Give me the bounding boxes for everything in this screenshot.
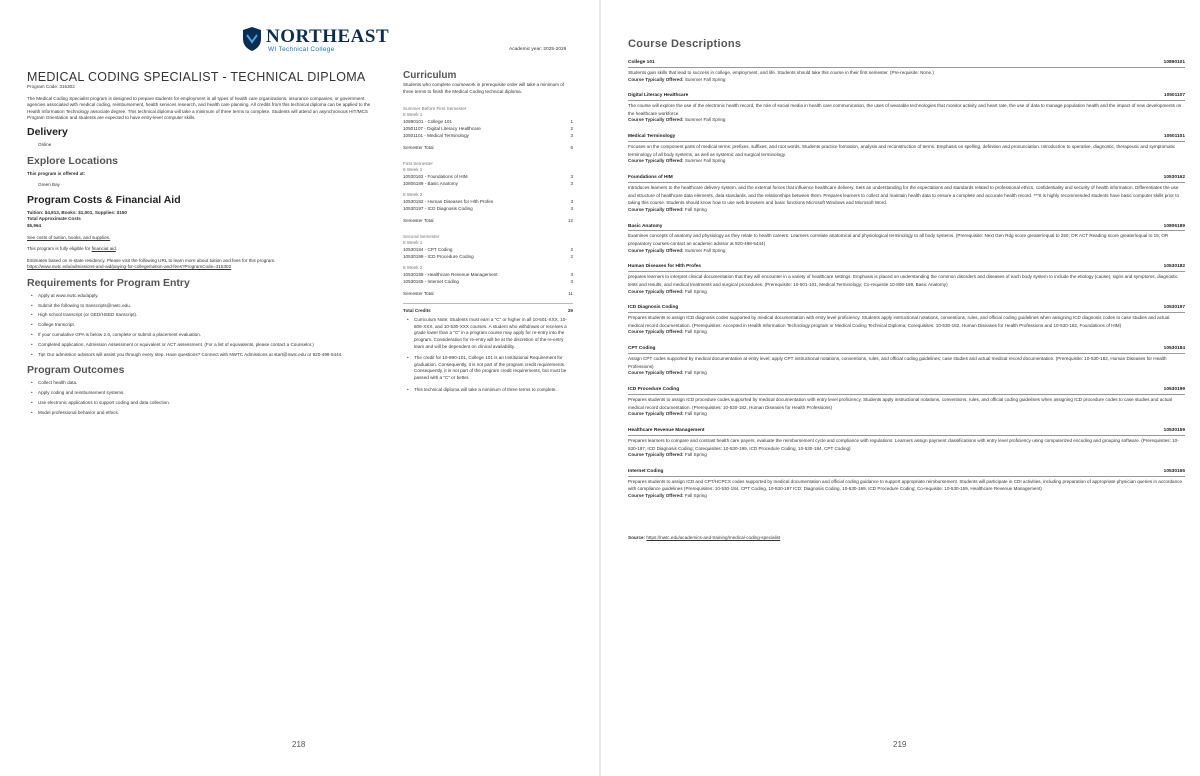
program-code: Program Code: 315302 <box>27 84 75 89</box>
offered-label: Course Typically Offered: <box>628 76 684 82</box>
list-item: • High school transcript (or GED/HSED transcript). <box>27 312 379 319</box>
course-header <box>628 60 1185 68</box>
term-name: First Semester <box>403 161 433 167</box>
tuition-line: Tuition: $4,813, Books: $1,001, Supplies: $150 <box>27 209 127 215</box>
list-item: • Model professional behavior and ethics. <box>27 410 379 417</box>
requirements-heading: Requirements for Program Entry <box>27 276 190 289</box>
list-item: • Submit the following to transcripts@nwtc.edu. <box>27 303 379 310</box>
course-number: 10530184 <box>1163 346 1185 352</box>
course-header <box>628 346 1185 354</box>
total-costs-value: $5,964 <box>27 222 42 228</box>
program-intro: The Medical Coding Specialist program is designed to prepare students for employment in all types of health care organizations, insurance companies, or government agencies associated with medical coding, reimbursement, health services research, and health care planning. All credits from this technical diploma can be applied to the Health Information Technology associate degree. This technical diploma will take a minimum of three terms to complete. Students will attend an asynchronous HIT/MCS Program Orientation and students are expected to have entry-level computer skills. <box>27 95 371 121</box>
page-number: 218 <box>292 740 306 749</box>
course-credits: 3 <box>570 174 573 180</box>
financial-aid-link[interactable]: financial aid <box>91 246 116 252</box>
course-credits: 3 <box>570 279 573 285</box>
aid-suffix: . <box>115 246 118 252</box>
course-title: Digital Literacy Healthcare <box>628 93 689 99</box>
course-row <box>403 278 573 285</box>
list-item: • This technical diploma will take a minimum of three terms to complete. <box>403 387 573 394</box>
course-entry <box>628 346 1185 377</box>
offered-value: Summer Fall Spring <box>684 117 726 123</box>
academic-year: Academic year: 2025-2026 <box>509 47 567 52</box>
offered-label: Course Typically Offered: <box>628 288 684 294</box>
course-title: 10530197 - ICD Diagnosis Coding <box>403 206 473 212</box>
course-title: 10806189 - Basic Anatomy <box>403 181 458 187</box>
course-credits: 3 <box>570 206 573 212</box>
offered-value: Fall Spring <box>684 452 707 458</box>
location-value: Green Bay <box>38 182 60 188</box>
course-credits: 3 <box>570 133 573 139</box>
course-row <box>403 205 573 212</box>
course-credits: 3 <box>570 272 573 278</box>
list-item: • Completed application, Admission Assessment or equivalent or ACT assessment. (For a list of equivalents, please contact a Counselor.) <box>27 342 379 349</box>
total-credits-label: Total Credits <box>403 308 431 314</box>
course-title: 10530182 - Human Diseases for Hlth Profes <box>403 199 494 205</box>
list-item: • Tip! Our admission advisors will assist you through every step. Have questions? Connect with NWTC Admissions at start@nwtc.edu or 920-498-5444. <box>27 352 379 359</box>
course-offered <box>628 207 1185 214</box>
program-column <box>27 70 379 419</box>
course-credits: 1 <box>570 119 573 125</box>
course-title: 10530159 - Healthcare Revenue Management <box>403 272 498 278</box>
offered-value: Fall Spring <box>684 329 707 335</box>
semester-total-value: 11 <box>568 291 573 297</box>
course-entry <box>628 387 1185 418</box>
right-page <box>601 0 1200 776</box>
college-logo <box>242 26 390 56</box>
estimates-url[interactable]: https://www.nwtc.edu/admissions-and-aid/paying-for-college/tuition-and-fees?ProgramCode=315302 <box>27 264 232 270</box>
logo-subtitle: WI Technical College <box>268 46 335 53</box>
course-description: Prepares learners to compare and contrast health care payers, evaluate the reimbursement cycle and compliance with regulations. Learners assign payment classifications with entry level proficiency using computerized encoding and grouping software. (Prerequisites: 10-530-197, ICD Diagnosis Coding; Corequisites: 10-530-199, ICD Procedure Coding, 10-530-184, CPT Coding) <box>628 437 1179 451</box>
offered-value: Fall Spring <box>684 206 707 212</box>
course-number: 10530182 <box>1163 264 1185 270</box>
source-link[interactable]: https://nwtc.edu/academics-and-training/medical-coding-specialist <box>646 535 781 540</box>
curriculum-intro: Students who complete coursework in prerequisite order will take a minimum of three terms to finish the Medical Coding technical diploma. <box>403 82 565 94</box>
course-description: Prepares students to assign ICD procedure codes supported by medical documentation with entry level proficiency. Students apply instructional notations, conventions, rules, and official coding guidelines when assigning ICD procedure codes to case studies and actual medical record documentation. (Prerequisites: 10-530-182, Human Diseases for Health Professions) <box>628 397 1172 410</box>
course-number: 10530165 <box>1163 468 1185 474</box>
course-description: Prepares students to assign ICD diagnosis codes supported by medical documentation with entry level proficiency. Students apply instructional notations, conventions, rules, and official coding guidelines when assigning ICD diagnosis codes to case studies and actual medical record documentation. (Prerequisites: Accepted in Health Information Technology program or Medical Coding Technical Diploma; Corequisites: 10-530-182, Human Diseases for Health Professions and 10-530-162, Foundations of HIM) <box>628 315 1170 328</box>
list-item: • Collect health data. <box>27 380 379 387</box>
term-week: 8 Week 2 <box>403 265 423 271</box>
course-offered <box>628 117 1185 124</box>
course-title: Internet Coding <box>628 468 664 474</box>
program-title: MEDICAL CODING SPECIALIST - TECHNICAL DIPLOMA <box>27 70 366 84</box>
course-entry <box>628 93 1185 124</box>
divider <box>403 303 573 304</box>
course-offered <box>628 452 1185 459</box>
course-title: 10890101 - College 101 <box>403 119 453 125</box>
total-costs-label: Total Approximate Costs <box>27 216 81 222</box>
course-offered <box>628 289 1185 296</box>
offered-at-label: This program is offered at: <box>27 170 86 176</box>
total-credits-value: 29 <box>567 308 573 314</box>
offered-value: Fall Spring <box>684 493 707 498</box>
course-credits: 3 <box>570 199 573 205</box>
offered-value: Fall Spring <box>684 288 707 294</box>
course-entry <box>628 134 1185 165</box>
course-description: Examines concepts of anatomy and physiology as they relate to health careers. Learners correlate anatomical and physiological terminology to all body systems. (Prerequisite: Next Gen Rdg score greater/equal to 250; OR ACT Reading score greater/equal to 15; OR preparatory courses-contact an academic advisor at 920-498-5444) <box>628 233 1169 247</box>
course-header <box>628 93 1185 101</box>
course-title: 10530165 - Internet Coding <box>403 279 459 285</box>
course-title: Basic Anatomy <box>628 223 663 229</box>
page-number: 219 <box>893 740 907 749</box>
term-name: Summer Before First Semester <box>403 106 467 112</box>
offered-value: Summer Fall Spring <box>684 76 726 82</box>
semester-total-value: 12 <box>567 218 573 224</box>
course-number: 10890101 <box>1163 60 1185 65</box>
course-credits: 2 <box>570 254 573 260</box>
course-entry <box>628 224 1185 255</box>
course-descriptions-heading: Course Descriptions <box>628 38 742 50</box>
offered-label: Course Typically Offered: <box>628 370 684 376</box>
delivery-heading: Delivery <box>27 125 68 138</box>
offered-label: Course Typically Offered: <box>628 206 684 212</box>
term-week: 8 Week 1 <box>403 112 423 118</box>
course-header <box>628 428 1185 436</box>
list-item: • Curriculum Note: Students must earn a "C" or higher in all 10-501-XXX, 10-806-XXX, and 10-530-XXX courses. A student who withdraws or receives a grade lower than a "C" in a program course may apply for re-entry into the program. Consideration for re-entry will be at the discretion of the re-entry team and will be dependent on clinical availability. <box>403 317 573 350</box>
list-item: • Use electronic applications to support coding and data collection. <box>27 400 379 407</box>
offered-label: Course Typically Offered: <box>628 158 684 164</box>
semester-total-label: Semester Total <box>403 291 434 297</box>
course-row <box>403 198 573 205</box>
aid-prefix: This program is fully eligible for <box>27 246 92 252</box>
course-row <box>403 246 573 253</box>
logo-name: NORTHEAST <box>266 26 390 47</box>
offered-label: Course Typically Offered: <box>628 493 684 498</box>
course-entry <box>628 264 1185 295</box>
term-week: 8 Week 2 <box>403 192 423 198</box>
course-header <box>628 264 1185 272</box>
course-row <box>403 271 573 278</box>
course-header <box>628 224 1185 232</box>
semester-total-value: 6 <box>570 145 573 151</box>
list-item: • The credit for 10-890-101, College 101 is an Institutional Requirement for graduation. Consequently, it is not part of the program credit requirements. Consequently, it is not part of the program credit requirements, but must be passed with a "C" or better. <box>403 355 573 381</box>
course-row <box>403 253 573 260</box>
course-offered <box>628 158 1185 165</box>
semester-total-row <box>403 290 573 297</box>
course-entry <box>628 469 1185 500</box>
course-title: Foundations of HIM <box>628 175 673 181</box>
course-number: 10806189 <box>1163 223 1185 229</box>
list-item: • College transcript. <box>27 322 379 329</box>
course-row <box>403 132 573 139</box>
delivery-value: Online <box>38 141 52 147</box>
offered-label: Course Typically Offered: <box>628 329 684 335</box>
total-credits-row <box>403 307 573 314</box>
course-entry <box>628 60 1185 83</box>
course-description: The course will explore the use of the electronic health record, the role of social media in health care communication, the uses of wearable technologies that monitor activity and heart rate, the use of data to manage population health and the impact of new developments on the healthcare workforce. <box>628 103 1182 116</box>
course-number: 10530162 <box>1163 175 1185 181</box>
course-offered <box>628 329 1185 336</box>
course-number: 10530199 <box>1163 387 1185 393</box>
course-description: Students gain skills that lead to success in college, employment, and life. Students should take this course in their first semester. (Pre-requisite: None.) <box>628 69 934 75</box>
course-credits: 2 <box>570 247 573 253</box>
offered-label: Course Typically Offered: <box>628 411 684 417</box>
course-number: 10501107 <box>1163 93 1185 99</box>
offered-value: Fall Spring <box>684 370 707 376</box>
course-list <box>628 60 1185 510</box>
curriculum-notes <box>403 317 573 393</box>
course-entry <box>628 428 1185 459</box>
course-description: Assign CPT codes supported by medical documentation at entry level; apply CPT instructional notations, conventions, rules, and official coding guidelines; case studies and actual medical record documentation. (Prerequisite: 10-530-182, Human Diseases for Health Professions) <box>628 356 1167 369</box>
course-offered <box>628 493 1185 500</box>
course-header <box>628 469 1185 477</box>
offered-value: Summer Fall Spring <box>684 247 726 253</box>
course-number: 10530197 <box>1163 305 1185 311</box>
offered-label: Course Typically Offered: <box>628 117 684 123</box>
course-row <box>403 180 573 187</box>
course-title: 10530162 - Foundations of HIM <box>403 174 468 180</box>
course-title: 10530199 - ICD Procedure Coding <box>403 254 474 260</box>
course-title: Healthcare Revenue Management <box>628 428 705 434</box>
term-week: 8 Week 1 <box>403 167 423 173</box>
offered-value: Summer Fall Spring <box>684 158 726 164</box>
course-description: Focuses on the component parts of medical terms: prefixes, suffixes, and root words. Students practice formation, analysis and reconstruction of terms. Emphasis on spelling, definition and pronunciation. Introduction to operative, diagnostic, therapeutic and symptomatic terminology of all body systems, as well as systemic and surgical terminology. <box>628 144 1176 157</box>
outcomes-heading: Program Outcomes <box>27 364 125 377</box>
course-title: 10530184 - CPT Coding <box>403 247 453 253</box>
course-header <box>628 305 1185 313</box>
semester-total-row <box>403 217 573 224</box>
source-line <box>628 535 780 540</box>
course-title: ICD Diagnosis Coding <box>628 305 679 311</box>
semester-total-label: Semester Total <box>403 145 434 151</box>
curriculum-heading: Curriculum <box>403 70 457 81</box>
outcomes-list <box>27 380 379 416</box>
course-credits: 2 <box>570 126 573 132</box>
course-entry <box>628 305 1185 336</box>
list-item: • Apply at www.nwtc.edu/apply. <box>27 293 379 300</box>
financial-aid-text <box>27 246 379 253</box>
list-item: • Apply coding and reimbursement systems. <box>27 390 379 397</box>
costs-link[interactable]: See costs of tuition, books, and supplies. <box>27 234 111 240</box>
course-offered <box>628 411 1185 418</box>
course-title: ICD Procedure Coding <box>628 387 680 393</box>
offered-value: Fall Spring <box>684 411 707 417</box>
offered-label: Course Typically Offered: <box>628 247 684 253</box>
offered-label: Course Typically Offered: <box>628 452 684 458</box>
estimates-text: Estimates based on in-state residency. Please visit the following URL to learn more about tuition and fees for this program. <box>27 257 276 263</box>
source-label: Source: <box>628 535 646 540</box>
course-offered <box>628 77 1185 84</box>
course-header <box>628 134 1185 142</box>
locations-heading: Explore Locations <box>27 154 119 167</box>
course-header <box>628 387 1185 395</box>
course-credits: 3 <box>570 181 573 187</box>
course-row <box>403 173 573 180</box>
list-item: • If your cumulative GPA is below 2.6, complete or submit a placement evaluation. <box>27 332 379 339</box>
course-title: College 101 <box>628 60 655 65</box>
curriculum-column <box>403 70 573 398</box>
course-number: 10501101 <box>1163 134 1185 140</box>
course-row <box>403 118 573 125</box>
course-description: Prepares students to assign ICD and CPT/HCPCS codes supported by medical documentation and official coding guidance to support appropriate reimbursement. Students will participate in CDI activities, including preparation of appropriate physician queries in accordance with compliance guidelines (Prerequisites: 10-530-184, CPT Coding, 10-530-197 ICD; Diagnosis Coding, 10-530-199, ICD Procedure Coding; Co-requisite: 10-530-159, Healthcare Revenue Management) <box>628 478 1183 492</box>
course-number: 10530159 <box>1163 428 1185 434</box>
course-offered <box>628 248 1185 255</box>
course-title: Medical Terminology <box>628 134 676 140</box>
course-header <box>628 175 1185 183</box>
shield-logo-icon <box>242 26 262 52</box>
course-offered <box>628 370 1185 377</box>
course-description: prepares learners to interpret clinical documentation that they will encounter in a variety of healthcare settings. Emphasis is placed on understanding the common disorders and diseases of each body system to include the etiology (cause), signs and symptoms, diagnostic tests and results, and medical treatments and surgical procedures. (Prerequisite: 10-501-101, Medical Terminology; Co-requisite 10-806-189, Basic Anatomy) <box>628 274 1178 287</box>
term-name: Second Semester <box>403 234 440 240</box>
left-page <box>0 0 599 776</box>
course-row <box>403 125 573 132</box>
term-week: 8 Week 1 <box>403 240 423 246</box>
costs-heading: Program Costs & Financial Aid <box>27 193 181 206</box>
semester-total-label: Semester Total <box>403 218 434 224</box>
course-entry <box>628 175 1185 213</box>
course-title: 10501101 - Medical Terminology <box>403 133 469 139</box>
course-description: Introduces learners to the healthcare delivery system, and the external forces that influence healthcare delivery. Sets an understanding for the expectations and standards related to professional ethics, confidentiality and security of health information. Differentiates the use and structure of healthcare data elements, data standards, and the relationships between them. Prepares learners to collect and maintain health data to ensure a complete and accurate health record. ***It is highly recommended students have basic computer skills prior to taking this course. Students should know how to use web browsers and basic functions Microsoft Windows and Microsoft Word. <box>628 184 1180 206</box>
course-title: Human Diseases for Hlth Profes <box>628 264 702 270</box>
requirements-list <box>27 293 379 358</box>
course-title: CPT Coding <box>628 346 656 352</box>
semester-total-row <box>403 144 573 151</box>
course-title: 10501107 - Digital Literacy Healthcare <box>403 126 481 132</box>
